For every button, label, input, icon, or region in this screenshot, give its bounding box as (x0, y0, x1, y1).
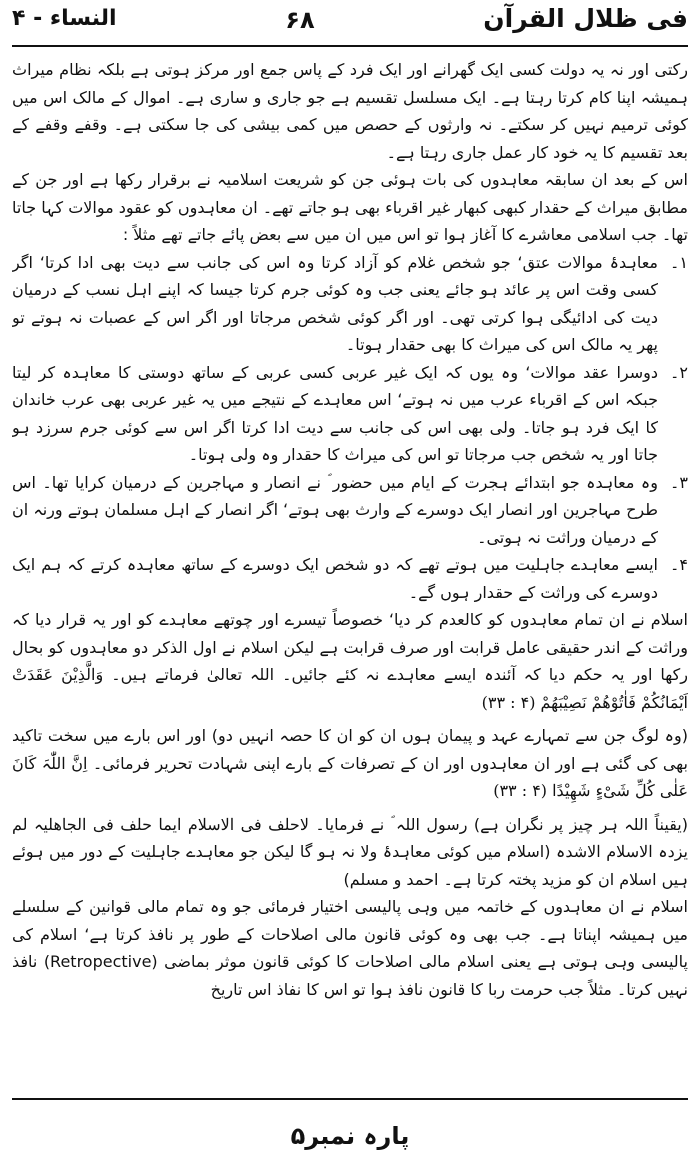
paragraph-text: نافذ نہیں کرتا۔ مثلاً جب حرمت ربا کا قانون نافذ ہوا تو اس کا نفاذ اس تاریخ (12, 952, 688, 999)
paragraph-text: اسلام نے ان معاہدوں کے خاتمہ میں وہی پالیسی اختیار فرمائی جو وہ تمام مالی قوانین کے سلسلے میں ہمیشہ اپناتا ہے۔ جب بھی وہ کوئی قانون مالی اصلاحات کے طور پر نافذ کرتا ہے‘ اسلام کی پالیسی وہی ہوتی ہے یعنی اسلام مالی اصلاحات کا کوئی قانون موثر بماضی (12, 897, 688, 971)
list-text: وہ معاہدہ جو ابتدائے ہجرت کے ایام میں حضور ؐ نے انصار و مہاجرین کے درمیان کرایا تھا۔ اس طرح مہاجرین اور انصار ایک دوسرے کے وارث بھی ہوتے‘ اگر انصار کے اہل مسلمان ہوتے ورنہ ان کے درمیان وراثت نہ ہوتی۔ (12, 472, 658, 547)
paragraph-text: (اسلام میں کوئی معاہدۂ ولا نہ ہو گا لیکن جو معاہدے جاہلیت کے دور میں ہوئے ہیں اسلام ان کو مزید پختہ کرتا ہے۔ احمد و مسلم) (12, 842, 688, 889)
list-number: ۳۔ (670, 472, 688, 492)
list-number: ۲۔ (670, 362, 688, 382)
paragraph (12, 893, 688, 1003)
list-text: معاہدۂ موالات عتق‘ جو شخص غلام کو آزاد کرتا وہ اس کی جانب سے دیت بھی ادا کرتا‘ اگر کسی وقت اس پر عائد ہو جائے یعنی جب وہ کوئی جرم کرتا جیسا کہ اپنے اہل نسب کے درمیان دیت کی ادائیگی ہوا کرتی تھی۔ اور اگر کوئی شخص مرجاتا اور اگر اس کے عصبات نہ ہوتے تو پھر یہ مالک اس کی میراث کا بھی حقدار ہوتا۔ (12, 252, 658, 354)
paragraph: اس کے بعد ان سابقہ معاہدوں کی بات ہوئی جن کو شریعت اسلامیہ نے برقرار رکھا ہے اور جن کے مطابق میراث کے حقدار کبھی کبھار غیر اقرباء بھی ہو جاتے تھے۔ ان معاہدوں کو عقود موالات کہا جاتا تھا۔ جب اسلامی معاشرے کا آغاز ہوا تو اس میں ان میں سے بعض پائے جاتے تھے مثلاً : (12, 170, 688, 244)
footer-divider (12, 1098, 688, 1100)
paragraph (12, 811, 688, 894)
list-item (12, 359, 688, 469)
para-number: پارہ نمبر۵ (290, 1122, 410, 1150)
paragraph (12, 606, 688, 716)
list-item (12, 551, 688, 606)
book-title: فی ظلال القرآن (483, 4, 688, 33)
paragraph (12, 722, 688, 805)
quran-verse: اِنَّ اللّٰہَ کَانَ عَلٰی کُلِّ شَیْءٍ شَھِیْدًا (۴ : ۳۳) (12, 753, 688, 800)
paragraph: رکتی اور نہ یہ دولت کسی ایک گھرانے اور ایک فرد کے پاس جمع اور مرکز ہوتی ہے بلکہ نظام میراث ہمیشہ اپنا کام کرتا رہتا ہے۔ ایک مسلسل تقسیم ہے جو جاری و ساری ہے۔ اموال کے مالک اس میں کوئی ترمیم نہیں کر سکتے۔ نہ وارثوں کے حصص میں کمی بیشی کی جا سکتی ہے۔ وقفے وقفے کے بعد تقسیم کا یہ خود کار عمل جاری رہتا ہے۔ (12, 60, 688, 162)
page-body (12, 56, 688, 1082)
surah-label: النساء - ۴ (12, 6, 117, 31)
paragraph-text: (وہ لوگ جن سے تمہارے عہد و پیمان ہوں ان کو ان کا حصہ انہیں دو) اور اس بارے میں سخت تاکید بھی کی گئی ہے اور ان معاہدوں اور ان کے تصرفات کے بارے اپنی شہادت تحریر فرمائی۔ (12, 726, 688, 773)
header-divider (12, 45, 688, 47)
page-number: ۶۸ (285, 6, 315, 34)
list-text: دوسرا عقد موالات‘ وہ یوں کہ ایک غیر عربی کسی عربی کے ساتھ دوستی کا معاہدہ کر لیتا جبکہ اس کے اقرباء عرب میں نہ ہوتے‘ اس معاہدے کے نتیجے میں یہ غیر عربی بھی عرب خاندان کا ایک فرد ہو جاتا۔ ولی بھی اس کی جانب سے دیت ادا کرتا اگر اس سے کوئی جرم سرزد ہو جاتا اور یہ شخص جب مرجاتا تو اس کی میراث کا حقدار وہ ولی ہوتا۔ (12, 362, 658, 464)
list-item (12, 249, 688, 359)
paragraph-text: (یقیناً اللہ ہر چیز پر نگران ہے) رسول اللہ ؐ نے فرمایا۔ (315, 814, 688, 834)
list-text: ایسے معاہدے جاہلیت میں ہوتے تھے کہ دو شخص ایک دوسرے کے ساتھ معاہدہ کرتے کہ ہم ایک دوسرے کی وراثت کے حقدار ہوں گے۔ (12, 555, 658, 602)
paragraph-text: اسلام نے ان تمام معاہدوں کو کالعدم کر دیا‘ خصوصاً تیسرے اور چوتھے معاہدے کو اور یہ قرار دیا کہ وراثت کے اندر حقیقی عامل قرابت اور صرف قرابت ہے لیکن اسلام نے اول الذکر دو معاہدوں کو بحال رکھا اور یہ حکم دیا کہ آئندہ ایسے معاہدے نہ کئے جائیں۔ اللہ تعالیٰ فرماتے ہیں۔ (12, 610, 688, 684)
page-header (12, 0, 688, 44)
english-term: (Retropective) (43, 952, 158, 971)
list-number: ۴۔ (670, 555, 688, 574)
quran-verse: وَالَّذِیْنَ عَقَدَتْ اَیْمَانُکُمْ فَاٰتُوْھُمْ نَصِیْبَھُمْ (۴ : ۳۳) (12, 665, 688, 712)
hadith-text: لاحلف فی الاسلام ایما حلف فی الجاھلیہ لم یزدہ الاسلام الاشدہ (12, 814, 688, 861)
list-item (12, 469, 688, 552)
list-number: ۱۔ (670, 252, 688, 272)
